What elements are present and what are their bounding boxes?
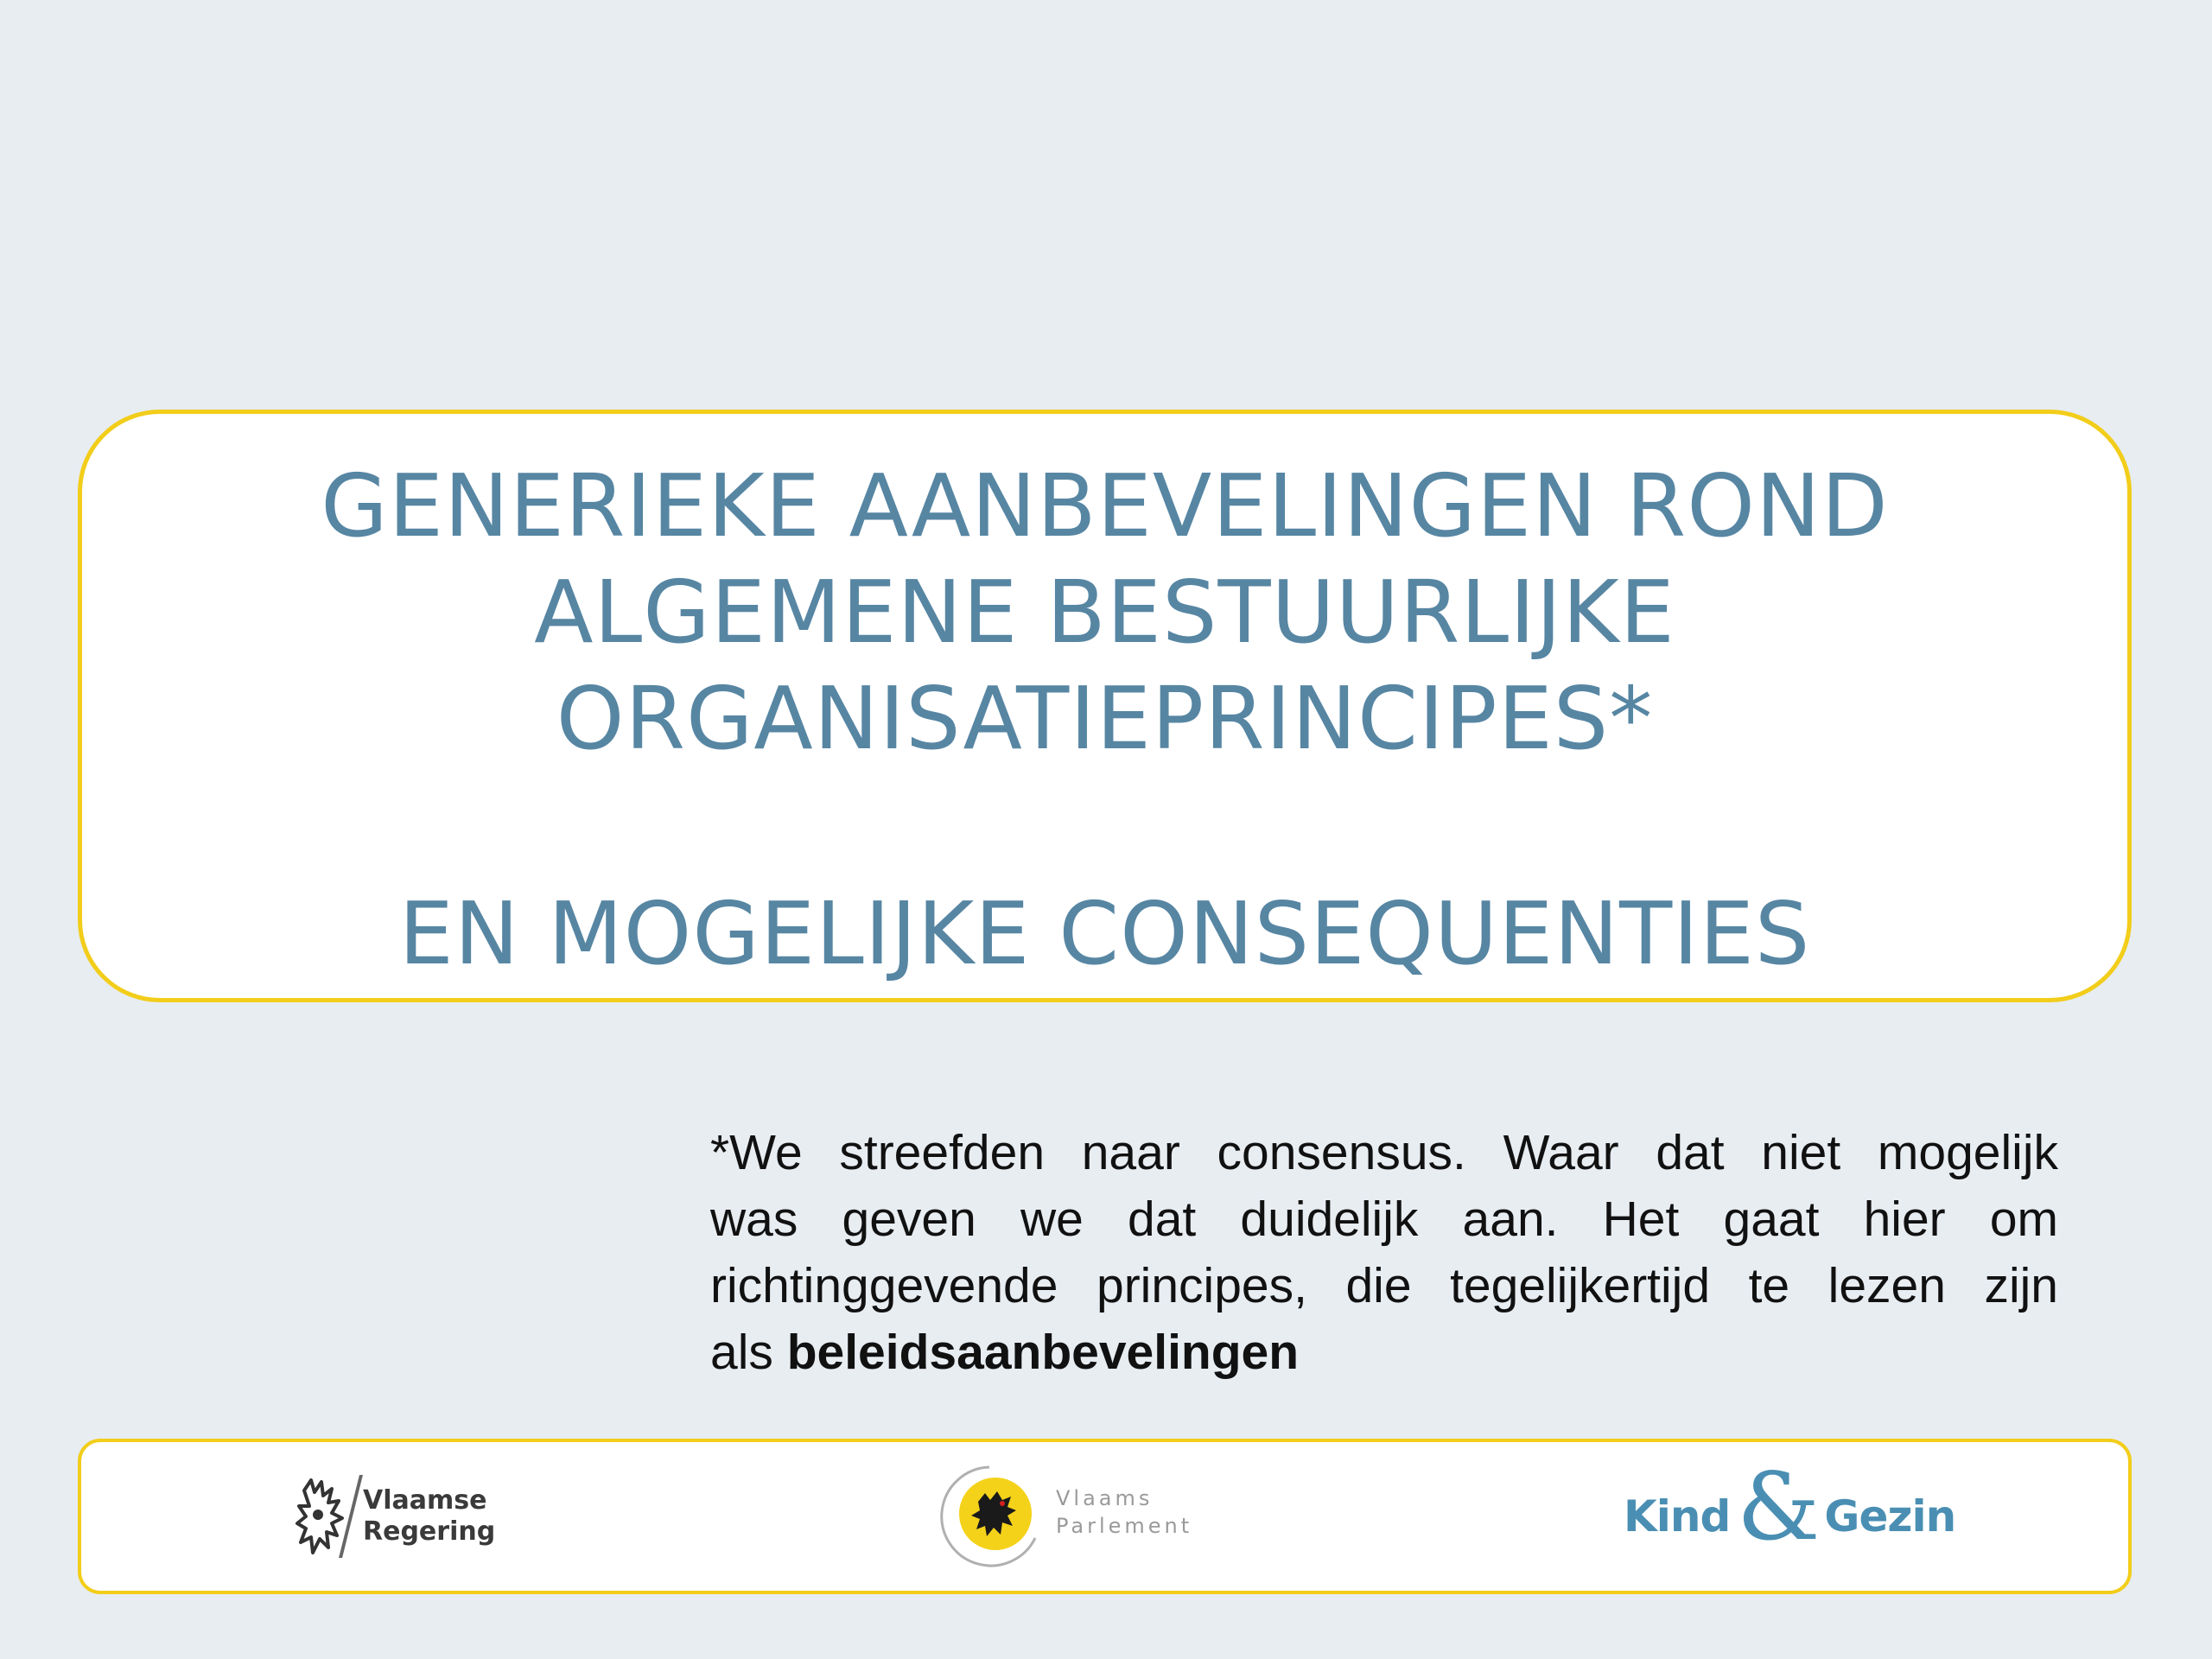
title-box	[78, 410, 2132, 1002]
vp-line-2: Parlement	[1056, 1514, 1193, 1538]
logo-bar	[78, 1439, 2132, 1594]
footnote-line-2: was geven we dat duidelijk aan. Het gaat hier om	[710, 1192, 2058, 1247]
title-line-1: GENERIEKE AANBEVELINGEN ROND	[321, 455, 1889, 556]
footnote-line-1: *We streefden naar consensus. Waar dat niet mogelijk	[710, 1125, 2058, 1180]
footnote-prefix: als	[710, 1325, 787, 1380]
kg-word-2: Gezin	[1824, 1491, 1956, 1541]
vr-line-1: Vlaamse	[363, 1485, 487, 1516]
footnote-bold-term: beleidsaanbevelingen	[786, 1325, 1300, 1380]
vr-wordmark	[363, 1485, 495, 1548]
slide-title	[82, 453, 2127, 772]
vr-line-2: Regering	[363, 1516, 496, 1547]
title-line-3: ORGANISATIEPRINCIPES*	[556, 668, 1654, 769]
slide-subtitle	[82, 880, 2127, 987]
title-line-2: ALGEMENE BESTUURLIJKE	[534, 562, 1675, 663]
logo-vlaams-parlement	[933, 1442, 1192, 1591]
vp-wordmark	[1056, 1484, 1192, 1540]
subtitle-line: EN MOGELIJKE CONSEQUENTIES	[398, 883, 1811, 984]
logo-vlaamse-regering	[296, 1442, 495, 1591]
kg-wordmark	[1624, 1453, 1956, 1561]
lion-icon	[296, 1473, 346, 1560]
footnote-line-3: richtinggevende principes, die tegelijkertijd te lezen zijn	[710, 1258, 2058, 1313]
kg-ampersand: &	[1737, 1453, 1820, 1561]
footnote-line-4	[710, 1319, 2058, 1386]
lion-seal-icon	[933, 1460, 1046, 1573]
vp-line-1: Vlaams	[1056, 1486, 1154, 1510]
footnote	[710, 1120, 2058, 1386]
logo-kind-en-gezin	[1624, 1442, 1955, 1591]
kg-word-1: Kind	[1624, 1491, 1731, 1541]
